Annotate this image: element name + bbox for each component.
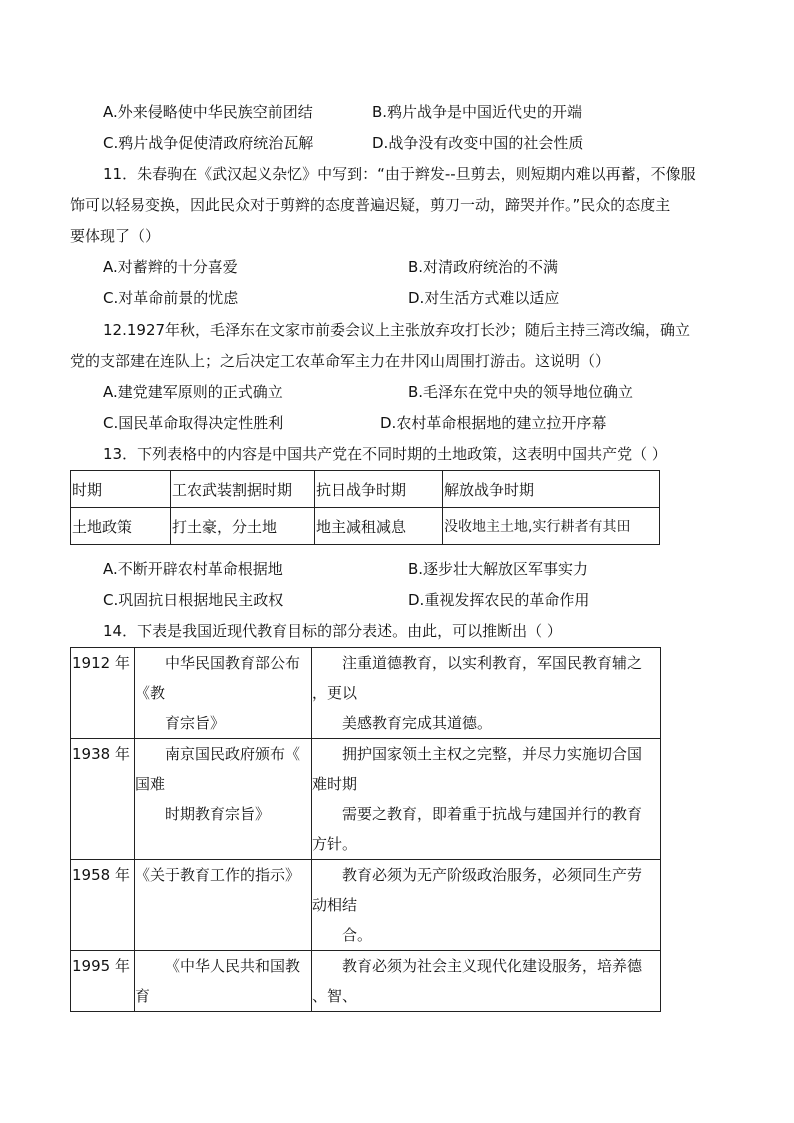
table-row: [71, 648, 661, 739]
document-text: 《中华人民共和国教: [165, 957, 301, 975]
year-text: 1912 年: [72, 654, 130, 672]
content-cell: [312, 648, 661, 739]
content-text: 教育必须为社会主义现代化建设服务，培养德: [342, 957, 643, 975]
table-cell: 地主减租减息: [315, 508, 443, 545]
q11-stem-line-3: 要体现了（）: [70, 227, 161, 245]
q11-stem-line-1: 11．朱春驹在《武汉起义杂忆》中写到：“由于辫发--旦剪去，则短期内难以再蓄，不像服: [103, 165, 696, 183]
q10-option-c: C.鸦片战争促使清政府统治瓦解: [103, 134, 314, 152]
q13-option-c: C.巩固抗日根据地民主政权: [103, 591, 284, 609]
document-text: 育: [135, 987, 151, 1005]
q11-option-d: D.对生活方式难以适应: [408, 289, 560, 307]
q13-option-b: B.逐步壮大解放区军事实力: [408, 560, 589, 578]
content-text: 拥护国家领土主权之完整，并尽力实施切合国: [342, 745, 643, 763]
document-text: 国难: [135, 775, 166, 793]
year-text: 1958 年: [72, 866, 130, 884]
q11-option-a: A.对蓄辫的十分喜爱: [103, 258, 238, 276]
content-text: 美感教育完成其道德。: [342, 714, 493, 732]
education-goals-table: [70, 647, 661, 1012]
document-text: 中华民国教育部公布: [165, 654, 301, 672]
q12-option-a: A.建党建军原则的正式确立: [103, 383, 283, 401]
q11-option-b: B.对清政府统治的不满: [408, 258, 559, 276]
table-cell: 打土豪，分土地: [171, 508, 315, 545]
q12-stem-line-1: 12.1927年秋，毛泽东在文家市前委会议上主张放弃攻打长沙；随后主持三湾改编，确立: [103, 321, 691, 339]
table-row: [71, 860, 661, 951]
q13-stem: 13．下列表格中的内容是中国共产党在不同时期的土地政策，这表明中国共产党（ ）: [103, 445, 667, 463]
year-text: 1938 年: [72, 745, 130, 763]
content-text: 注重道德教育，以实利教育，军国民教育辅之: [342, 654, 643, 672]
table-row: [71, 508, 660, 545]
content-text: 、智、: [312, 987, 358, 1005]
document-cell: [135, 739, 312, 860]
document-cell: [135, 951, 312, 1012]
content-text: 方针。: [312, 835, 358, 853]
content-text: 合。: [342, 926, 373, 944]
year-cell: [71, 951, 135, 1012]
table-row: [71, 739, 661, 860]
table-cell: 时期: [71, 471, 171, 508]
q13-option-a: A.不断开辟农村革命根据地: [103, 560, 283, 578]
q10-option-a: A.外来侵略使中华民族空前团结: [103, 103, 313, 121]
table-cell: 解放战争时期: [443, 471, 660, 508]
q10-option-b: B.鸦片战争是中国近代史的开端: [372, 103, 583, 121]
content-cell: [312, 860, 661, 951]
year-text: 1995 年: [72, 957, 130, 975]
q12-stem-line-2: 党的支部建在连队上；之后决定工农革命军主力在井冈山周围打游击。这说明（）: [70, 352, 611, 370]
document-cell: [135, 648, 312, 739]
content-text: 难时期: [312, 775, 358, 793]
q12-option-c: C.国民革命取得决定性胜利: [103, 414, 284, 432]
table-cell: 没收地主土地,实行耕者有其田: [443, 508, 660, 545]
document-text: 育宗旨》: [165, 714, 226, 732]
content-text: ，更以: [312, 684, 358, 702]
content-text: 需要之教育，即着重于抗战与建国并行的教育: [342, 805, 643, 823]
q10-option-d: D.战争没有改变中国的社会性质: [372, 134, 584, 152]
q11-option-c: C.对革命前景的忧虑: [103, 289, 239, 307]
year-cell: [71, 648, 135, 739]
content-text: 动相结: [312, 896, 358, 914]
document-text: 《关于教育工作的指示》: [135, 866, 301, 884]
q12-option-b: B.毛泽东在党中央的领导地位确立: [408, 383, 634, 401]
content-text: 教育必须为无产阶级政治服务，必须同生产劳: [342, 866, 643, 884]
content-cell: [312, 951, 661, 1012]
table-cell: 土地政策: [71, 508, 171, 545]
document-text: 《教: [135, 684, 166, 702]
q13-option-d: D.重视发挥农民的革命作用: [408, 591, 590, 609]
document-text: 南京国民政府颁布《: [165, 745, 301, 763]
table-row: [71, 471, 660, 508]
table-row: [71, 951, 661, 1012]
document-text: 时期教育宗旨》: [165, 805, 271, 823]
document-cell: [135, 860, 312, 951]
content-cell: [312, 739, 661, 860]
table-cell: 工农武装割据时期: [171, 471, 315, 508]
q11-stem-line-2: 饰可以轻易变换，因此民众对于剪辫的态度普遍迟疑，剪刀一动，蹄哭并作。”民众的态度主: [70, 196, 671, 214]
land-policy-table: [70, 470, 660, 545]
q12-option-d: D.农村革命根据地的建立拉开序幕: [380, 414, 607, 432]
q14-stem: 14．下表是我国近现代教育目标的部分表述。由此，可以推断出（ ）: [103, 622, 562, 640]
table-cell: 抗日战争时期: [315, 471, 443, 508]
year-cell: [71, 860, 135, 951]
year-cell: [71, 739, 135, 860]
